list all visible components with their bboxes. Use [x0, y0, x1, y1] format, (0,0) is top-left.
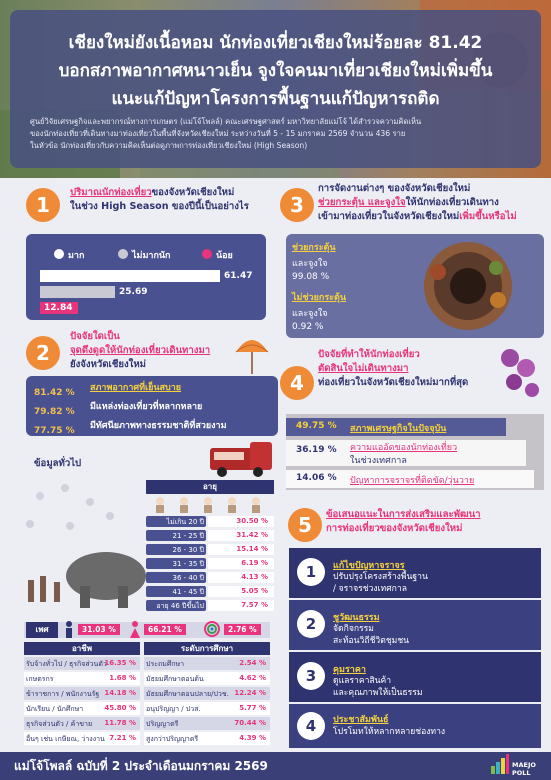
age-group-people-icons [150, 496, 274, 514]
factor-row-2: 79.82 % [34, 407, 75, 417]
reason-3-pct: 14.06 % [296, 473, 337, 483]
age-row-value: 5.05 % [241, 587, 268, 595]
age-row-value: 7.57 % [241, 601, 268, 609]
suggestion-1-desc: ปรับปรุงโครงสร้างพื้นฐาน / จราจรช่วงเทศกาล [333, 572, 428, 594]
factor-1-label: สภาพอากาศที่เย็นสบาย [90, 383, 182, 393]
female-icon [130, 620, 140, 640]
reason-2-text: ความแออัดของนักท่องเที่ยว [350, 443, 458, 453]
suggestion-3-number: 3 [297, 662, 325, 690]
suggestion-3-desc: ดูแลราคาสินค้า และคุณภาพให้เป็นธรรม [333, 676, 423, 698]
general-info-title: ข้อมูลทั่วไป [34, 458, 82, 469]
no-label-2: และจูงใจ [292, 309, 328, 319]
suggestion-1 [289, 548, 541, 598]
bar-1-value: 61.47 [224, 271, 253, 281]
section-3-question: การจัดงานต่างๆ ของจังหวัดเชียงใหม่ ช่วยกระตุ้น และจูงใจให้นักท่องเที่ยวเดินทาง เข้ามาท่องเที่ยวในจังหวัดเชียงใหม่เพิ่มขึ้นหรือไม่ [318, 183, 517, 222]
age-row-label: 36 - 40 ปี [172, 574, 204, 582]
reason-2-pct: 36.19 % [296, 445, 337, 455]
elephant-lanterns-photo [10, 476, 160, 610]
intro-line-2: ของนักท่องเที่ยวที่เดินทางมาท่องเที่ยวในพื้นที่จังหวัดเชียงใหม่ ระหว่างวันที่ 5 - 15 มกราคม 2569 จำนวน 436 ราย [30, 129, 406, 138]
section-2-number: 2 [26, 336, 60, 370]
section-1-question: ปริมาณนักท่องเที่ยวของจังหวัดเชียงใหม่ ในช่วง High Season ของปีนี้เป็นอย่างไร [70, 187, 249, 212]
occupation-label: ธุรกิจส่วนตัว / ค้าขาย [26, 720, 93, 728]
section-1-number: 1 [26, 188, 60, 222]
lgbt-pct: 2.76 % [224, 624, 261, 635]
occupation-label: อื่นๆ เช่น เกษียณ, ว่างงาน [26, 735, 105, 743]
section-1-chart [26, 234, 266, 320]
section-4-title: ปัจจัยที่ทำให้นักท่องเที่ยว ตัดสินใจไม่เดินทางมา ท่องเที่ยวในจังหวัดเชียงใหม่มากที่สุด [318, 349, 469, 388]
occupation-value: 45.80 % [104, 704, 136, 712]
suggestion-4-desc: โปรโมทให้หลากหลายช่องทาง [333, 727, 446, 737]
occupation-label: นักเรียน / นักศึกษา [26, 705, 84, 713]
age-row-value: 4.13 % [241, 573, 268, 581]
section-3-number: 3 [280, 188, 314, 222]
suggestion-1-number: 1 [297, 558, 325, 586]
education-header: ระดับการศึกษา [144, 642, 270, 655]
occupation-value: 16.35 % [104, 659, 136, 667]
factor-3-label: มีทัศนียภาพทางธรรมชาติที่สวยงาม [90, 421, 227, 431]
female-pct: 66.21 % [144, 624, 186, 635]
suggestion-4 [289, 704, 541, 748]
section-2-title: ปัจจัยใดเป็น จุดดึงดูดให้นักท่องเที่ยวเดินทางมา ยังจังหวัดเชียงใหม่ [70, 331, 211, 370]
factor-row-1: 81.42 % [34, 388, 75, 398]
legend-not-much: ไม่มากนัก [118, 248, 171, 262]
education-value: 12.24 % [234, 689, 266, 697]
legend-much: มาก [54, 248, 84, 262]
age-row-value: 6.19 % [241, 559, 268, 567]
age-row-label: อายุ 46 ปีขึ้นไป [156, 602, 204, 610]
no-pct: 0.92 % [292, 322, 324, 332]
education-label: มัธยมศึกษาตอนปลาย/ปวช. [146, 690, 229, 698]
headline-line-3: แนะแก้ปัญหาโครงการพื้นฐานแก้ปัญหารถติด [111, 89, 440, 109]
bar-1 [40, 270, 220, 282]
footer-text: แม่โจ้โพลล์ ฉบับที่ 2 ประจำเดือนมกราคม 2569 [14, 759, 268, 773]
intro-line-3: ในหัวข้อ นักท่องเที่ยวกับความคิดเห็นต่อดูภาพการท่องเที่ยวเชียงใหม่ (High Season) [30, 141, 308, 150]
suggestion-2-title: ชูวัฒนธรรม [333, 613, 380, 623]
age-row-label: 31 - 35 ปี [172, 560, 204, 568]
age-row-value: 15.14 % [236, 545, 268, 553]
section-5-number: 5 [288, 508, 322, 542]
male-icon [64, 620, 74, 640]
age-row-label: 21 - 25 ปี [172, 532, 204, 540]
education-label: สูงกว่าปริญญาตรี [146, 735, 199, 743]
suggestion-1-title: แก้ไขปัญหาจราจร [333, 561, 405, 571]
education-value: 4.39 % [239, 734, 266, 742]
headline-line-2: บอกสภาพอากาศหนาวเย็น จูงใจคนมาเที่ยวเชียงใหม่เพิ่มขึ้น [58, 61, 493, 81]
age-table-header: อายุ [146, 480, 274, 494]
reason-2-text-2: ในช่วงเทศกาล [350, 456, 407, 466]
occupation-label: ข้าราชการ / พนักงานรัฐ [26, 690, 100, 698]
age-row-value: 31.42 % [236, 531, 268, 539]
food-tray-photo [398, 238, 540, 334]
gender-header: เพศ [26, 622, 58, 638]
occupation-label: รับจ้างทั่วไป / ธุรกิจส่วนตัว [26, 660, 107, 668]
age-row-label: 26 - 30 ปี [172, 546, 204, 554]
occupation-header: อาชีพ [24, 642, 140, 655]
maejo-poll-logo-text: MAEJO POLL [512, 761, 536, 777]
age-row-label: 41 - 45 ปี [172, 588, 204, 596]
songthaew-truck-icon [206, 440, 282, 480]
education-value: 2.54 % [239, 659, 266, 667]
occupation-value: 7.21 % [109, 734, 136, 742]
male-pct: 31.03 % [78, 624, 120, 635]
education-label: ปริญญาตรี [146, 720, 179, 728]
intro-line-1: ศูนย์วิจัยเศรษฐกิจและพยากรณ์ทางการเกษตร (แม่โจ้โพลล์) คณะเศรษฐศาสตร์ มหาวิทยาลัยแม่โจ้ ได้สำรวจความคิดเห็น [30, 117, 422, 126]
reason-3-text: ปัญหาการจราจรที่ติดขัด/วุ่นวาย [350, 476, 475, 486]
suggestion-3-title: คุมราคา [333, 665, 366, 675]
no-label: ไม่ช่วยกระตุ้น [292, 293, 347, 303]
yes-label-2: และจูงใจ [292, 259, 328, 269]
occupation-label: เกษตรกร [26, 675, 54, 683]
factor-row-3: 77.75 % [34, 426, 75, 436]
umbrella-icon [232, 332, 272, 376]
section-4-number: 4 [280, 366, 314, 400]
suggestion-2-number: 2 [297, 610, 325, 638]
occupation-value: 14.18 % [104, 689, 136, 697]
lgbt-icon [204, 621, 220, 637]
occupation-value: 1.68 % [109, 674, 136, 682]
bar-3-value: 12.84 [44, 303, 73, 313]
suggestion-4-title: ประชาสัมพันธ์ [333, 715, 389, 725]
education-label: อนุปริญญา / ปวส. [146, 705, 201, 713]
yes-label: ช่วยกระตุ้น [292, 243, 336, 253]
reason-1-pct: 49.75 % [296, 421, 337, 431]
legend-little: น้อย [202, 248, 233, 262]
education-label: มัธยมศึกษาตอนต้น [146, 675, 204, 683]
occupation-value: 11.78 % [104, 719, 136, 727]
maejo-poll-logo-icon [490, 754, 510, 776]
factor-2-label: มีแหล่งท่องเที่ยวที่หลากหลาย [90, 402, 203, 412]
bar-2-value: 25.69 [119, 287, 148, 297]
suggestion-2 [289, 600, 541, 650]
section-5-title: ข้อเสนอแนะในการส่งเสริมและพัฒนา การท่องเที่ยวของจังหวัดเชียงใหม่ [326, 509, 481, 534]
education-value: 4.62 % [239, 674, 266, 682]
suggestion-4-number: 4 [297, 712, 325, 740]
education-value: 5.77 % [239, 704, 266, 712]
suggestion-2-desc: จัดกิจกรรม สะท้อนวิถีชีวิตชุมชน [333, 624, 410, 646]
education-label: ประถมศึกษา [146, 660, 185, 668]
reason-1-text: สภาพเศรษฐกิจในปัจจุบัน [350, 424, 447, 434]
bar-2 [40, 286, 115, 298]
education-value: 70.44 % [234, 719, 266, 727]
yes-pct: 99.08 % [292, 272, 330, 282]
headline-line-1: เชียงใหม่ยังเนื้อหอม นักท่องเที่ยวเชียงใหม่ร้อยละ 81.42 [68, 33, 483, 53]
age-row-label: ไม่เกิน 20 ปี [166, 518, 204, 526]
age-row-value: 30.50 % [236, 517, 268, 525]
suggestion-3 [289, 652, 541, 702]
